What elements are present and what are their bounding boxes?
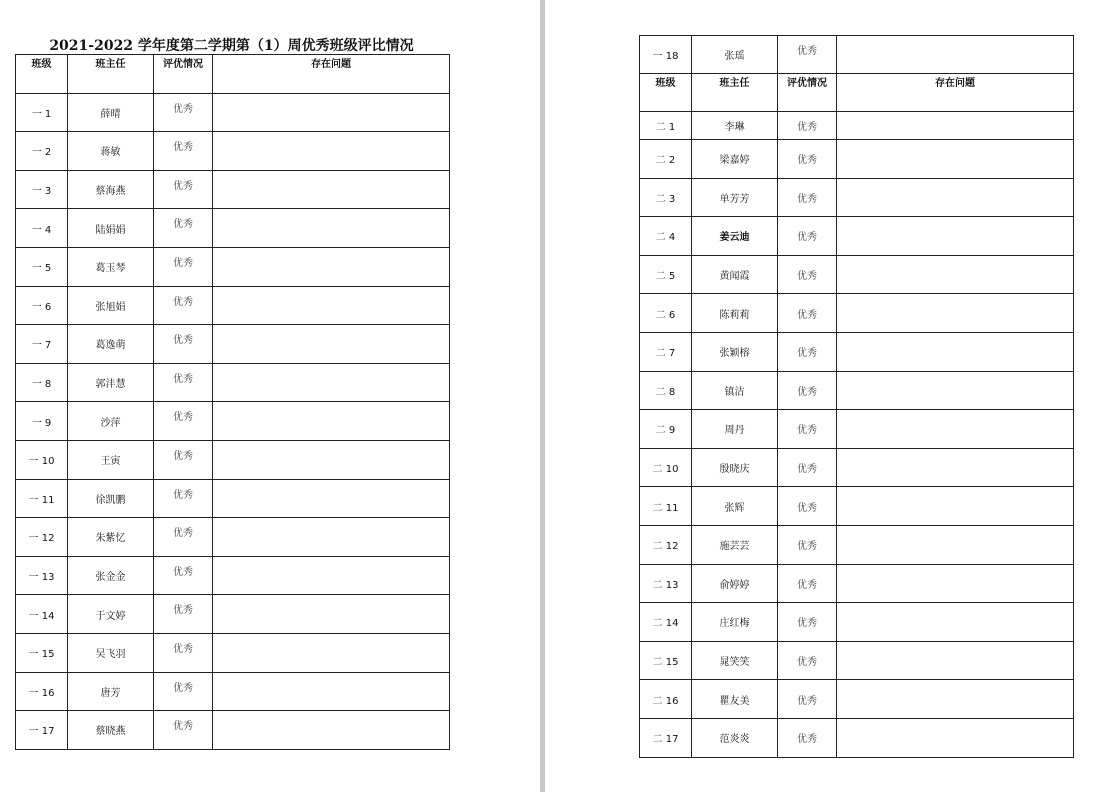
class-cell: 二 4 — [640, 217, 692, 256]
result-cell: 优秀 — [778, 603, 837, 642]
class-cell: 二 5 — [640, 255, 692, 294]
header-class: 班级 — [640, 74, 692, 112]
result-cell: 优秀 — [154, 556, 213, 595]
table-row — [640, 36, 1074, 74]
issues-cell[interactable] — [213, 633, 450, 672]
result-cell: 优秀 — [154, 170, 213, 209]
teacher-cell: 葛玉琴 — [68, 247, 154, 286]
teacher-cell: 陈莉莉 — [692, 294, 778, 333]
class-cell: 一 17 — [16, 711, 68, 750]
class-cell: 一 2 — [16, 132, 68, 171]
table-header-row — [16, 55, 450, 94]
class-cell: 一 16 — [16, 672, 68, 711]
header-issues: 存在问题 — [837, 74, 1074, 112]
teacher-cell: 周丹 — [692, 410, 778, 449]
header-teacher: 班主任 — [692, 74, 778, 112]
header-teacher: 班主任 — [68, 55, 154, 94]
class-cell: 二 10 — [640, 448, 692, 487]
issues-cell[interactable] — [837, 255, 1074, 294]
issues-cell[interactable] — [837, 178, 1074, 217]
left-evaluation-table — [15, 54, 450, 750]
teacher-cell: 殷晓庆 — [692, 448, 778, 487]
issues-cell[interactable] — [213, 363, 450, 402]
teacher-cell: 葛逸萌 — [68, 325, 154, 364]
result-cell: 优秀 — [778, 680, 837, 719]
issues-cell[interactable] — [213, 672, 450, 711]
page-divider — [540, 0, 545, 792]
issues-cell[interactable] — [837, 294, 1074, 333]
table-row — [16, 556, 450, 595]
class-cell: 一 18 — [640, 36, 692, 74]
table-row — [640, 564, 1074, 603]
header-issues: 存在问题 — [213, 55, 450, 94]
class-cell: 二 14 — [640, 603, 692, 642]
teacher-cell: 蔡晓燕 — [68, 711, 154, 750]
table-row — [640, 294, 1074, 333]
class-cell: 二 15 — [640, 641, 692, 680]
result-cell: 优秀 — [154, 711, 213, 750]
table-row — [640, 641, 1074, 680]
table-row — [640, 371, 1074, 410]
teacher-cell: 庄红梅 — [692, 603, 778, 642]
teacher-cell: 晁笑笑 — [692, 641, 778, 680]
teacher-cell: 唐芳 — [68, 672, 154, 711]
issues-cell[interactable] — [213, 286, 450, 325]
teacher-cell: 吴飞羽 — [68, 633, 154, 672]
table-row — [640, 680, 1074, 719]
teacher-cell: 王寅 — [68, 440, 154, 479]
issues-cell[interactable] — [213, 325, 450, 364]
teacher-cell: 张颖榕 — [692, 332, 778, 371]
result-cell: 优秀 — [154, 402, 213, 441]
header-class: 班级 — [16, 55, 68, 94]
class-cell: 一 8 — [16, 363, 68, 402]
issues-cell[interactable] — [837, 332, 1074, 371]
result-cell: 优秀 — [154, 595, 213, 634]
teacher-cell: 蒋敏 — [68, 132, 154, 171]
class-cell: 二 7 — [640, 332, 692, 371]
result-cell: 优秀 — [778, 332, 837, 371]
issues-cell[interactable] — [837, 140, 1074, 179]
issues-cell[interactable] — [837, 448, 1074, 487]
teacher-cell: 李琳 — [692, 112, 778, 140]
table-row — [16, 479, 450, 518]
table-row — [640, 718, 1074, 757]
result-cell: 优秀 — [778, 718, 837, 757]
result-cell: 优秀 — [778, 36, 837, 74]
result-cell: 优秀 — [154, 286, 213, 325]
class-cell: 一 7 — [16, 325, 68, 364]
table-row — [16, 209, 450, 248]
class-cell: 二 6 — [640, 294, 692, 333]
issues-cell[interactable] — [213, 402, 450, 441]
result-cell: 优秀 — [154, 633, 213, 672]
teacher-cell: 郭沣慧 — [68, 363, 154, 402]
result-cell: 优秀 — [778, 448, 837, 487]
teacher-cell: 张瑶 — [692, 36, 778, 74]
table-row — [16, 633, 450, 672]
teacher-cell: 张辉 — [692, 487, 778, 526]
teacher-cell: 张旭娟 — [68, 286, 154, 325]
class-cell: 一 12 — [16, 518, 68, 557]
result-cell: 优秀 — [154, 440, 213, 479]
result-cell: 优秀 — [154, 518, 213, 557]
class-cell: 二 3 — [640, 178, 692, 217]
result-cell: 优秀 — [154, 247, 213, 286]
issues-cell[interactable] — [837, 112, 1074, 140]
teacher-cell: 于文婷 — [68, 595, 154, 634]
class-cell: 一 13 — [16, 556, 68, 595]
issues-cell[interactable] — [213, 93, 450, 132]
table-row — [640, 525, 1074, 564]
class-cell: 二 11 — [640, 487, 692, 526]
issues-cell[interactable] — [837, 603, 1074, 642]
issues-cell[interactable] — [837, 487, 1074, 526]
result-cell: 优秀 — [154, 132, 213, 171]
table-row — [16, 325, 450, 364]
class-cell: 一 11 — [16, 479, 68, 518]
teacher-cell: 沙萍 — [68, 402, 154, 441]
table-row — [640, 140, 1074, 179]
issues-cell[interactable] — [213, 247, 450, 286]
header-result: 评优情况 — [778, 74, 837, 112]
result-cell: 优秀 — [778, 294, 837, 333]
result-cell: 优秀 — [778, 178, 837, 217]
class-cell: 一 4 — [16, 209, 68, 248]
issues-cell[interactable] — [837, 525, 1074, 564]
class-cell: 一 3 — [16, 170, 68, 209]
table-row — [16, 402, 450, 441]
class-cell: 一 10 — [16, 440, 68, 479]
issues-cell[interactable] — [837, 564, 1074, 603]
header-result: 评优情况 — [154, 55, 213, 94]
table-row — [16, 93, 450, 132]
teacher-cell: 范炎炎 — [692, 718, 778, 757]
table-header-row — [640, 74, 1074, 112]
class-cell: 一 5 — [16, 247, 68, 286]
teacher-cell: 姜云迪 — [692, 217, 778, 256]
class-cell: 一 9 — [16, 402, 68, 441]
teacher-cell: 薛晴 — [68, 93, 154, 132]
class-cell: 二 13 — [640, 564, 692, 603]
teacher-cell: 蔡海燕 — [68, 170, 154, 209]
table-row — [16, 672, 450, 711]
teacher-cell: 陆娟娟 — [68, 209, 154, 248]
issues-cell[interactable] — [837, 718, 1074, 757]
result-cell: 优秀 — [154, 672, 213, 711]
table-row — [16, 170, 450, 209]
result-cell: 优秀 — [778, 112, 837, 140]
result-cell: 优秀 — [778, 487, 837, 526]
issues-cell[interactable] — [213, 556, 450, 595]
table-row — [640, 410, 1074, 449]
issues-cell[interactable] — [837, 641, 1074, 680]
table-row — [640, 112, 1074, 140]
issues-cell[interactable] — [213, 518, 450, 557]
table-row — [640, 332, 1074, 371]
teacher-cell: 单芳芳 — [692, 178, 778, 217]
result-cell: 优秀 — [778, 410, 837, 449]
class-cell: 二 1 — [640, 112, 692, 140]
result-cell: 优秀 — [154, 209, 213, 248]
teacher-cell: 俞婷婷 — [692, 564, 778, 603]
table-row — [16, 132, 450, 171]
table-row — [16, 711, 450, 750]
class-cell: 一 6 — [16, 286, 68, 325]
result-cell: 优秀 — [778, 140, 837, 179]
teacher-cell: 朱紫忆 — [68, 518, 154, 557]
issues-cell[interactable] — [837, 371, 1074, 410]
table-row — [640, 178, 1074, 217]
table-row — [16, 518, 450, 557]
issues-cell[interactable] — [213, 711, 450, 750]
issues-cell[interactable] — [837, 680, 1074, 719]
result-cell: 优秀 — [778, 525, 837, 564]
teacher-cell: 徐凯鹏 — [68, 479, 154, 518]
result-cell: 优秀 — [154, 363, 213, 402]
table-row — [16, 247, 450, 286]
issues-cell[interactable] — [213, 440, 450, 479]
issues-cell[interactable] — [837, 217, 1074, 256]
teacher-cell: 瞿友美 — [692, 680, 778, 719]
issues-cell[interactable] — [213, 479, 450, 518]
issues-cell[interactable] — [837, 36, 1074, 74]
class-cell: 一 15 — [16, 633, 68, 672]
table-row — [16, 595, 450, 634]
class-cell: 二 12 — [640, 525, 692, 564]
result-cell: 优秀 — [778, 255, 837, 294]
table-row — [640, 448, 1074, 487]
teacher-cell: 梁嘉婷 — [692, 140, 778, 179]
result-cell: 优秀 — [154, 479, 213, 518]
issues-cell[interactable] — [213, 595, 450, 634]
result-cell: 优秀 — [154, 93, 213, 132]
teacher-cell: 施芸芸 — [692, 525, 778, 564]
issues-cell[interactable] — [837, 410, 1074, 449]
result-cell: 优秀 — [778, 641, 837, 680]
result-cell: 优秀 — [778, 371, 837, 410]
class-cell: 二 16 — [640, 680, 692, 719]
teacher-cell: 黄闻霞 — [692, 255, 778, 294]
issues-cell[interactable] — [213, 132, 450, 171]
class-cell: 二 9 — [640, 410, 692, 449]
table-row — [640, 255, 1074, 294]
table-row — [16, 363, 450, 402]
table-row — [640, 487, 1074, 526]
table-row — [640, 603, 1074, 642]
right-evaluation-table — [639, 35, 1074, 758]
class-cell: 二 8 — [640, 371, 692, 410]
teacher-cell: 镇洁 — [692, 371, 778, 410]
teacher-cell: 张金金 — [68, 556, 154, 595]
class-cell: 二 17 — [640, 718, 692, 757]
table-row — [16, 286, 450, 325]
class-cell: 一 14 — [16, 595, 68, 634]
table-row — [16, 440, 450, 479]
issues-cell[interactable] — [213, 209, 450, 248]
issues-cell[interactable] — [213, 170, 450, 209]
result-cell: 优秀 — [778, 564, 837, 603]
page-title: 2021-2022 学年度第二学期第（1）周优秀班级评比情况 — [49, 38, 414, 54]
result-cell: 优秀 — [778, 217, 837, 256]
table-row — [640, 217, 1074, 256]
class-cell: 一 1 — [16, 93, 68, 132]
class-cell: 二 2 — [640, 140, 692, 179]
result-cell: 优秀 — [154, 325, 213, 364]
